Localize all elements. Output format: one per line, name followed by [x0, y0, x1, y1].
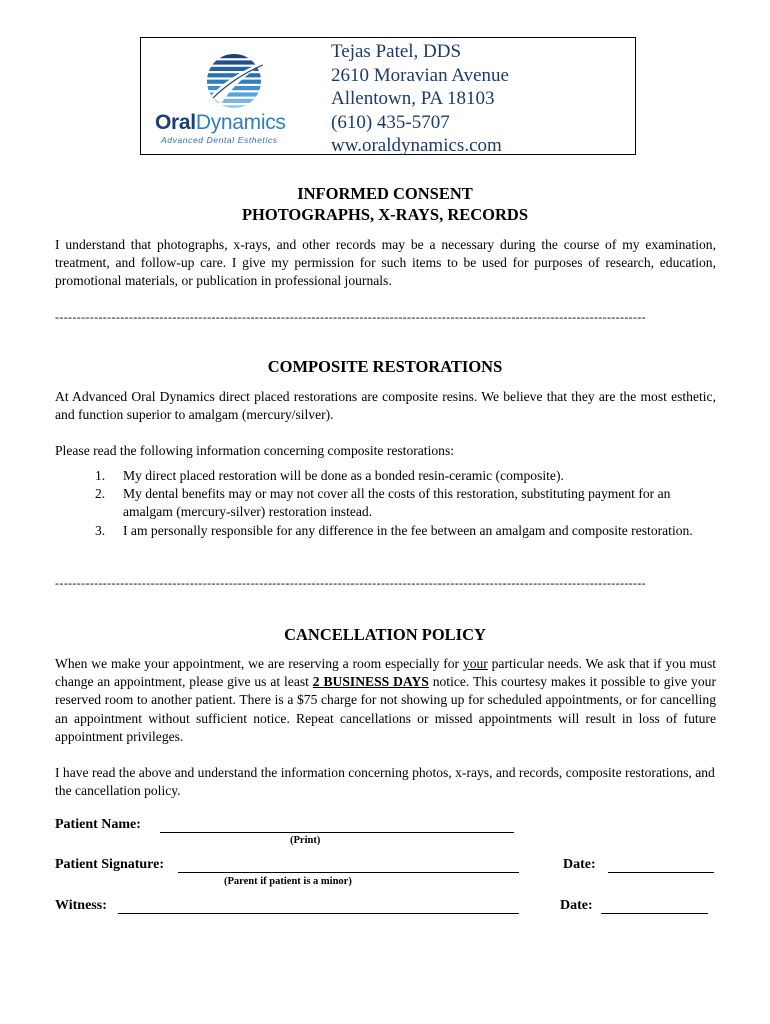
practice-address	[331, 40, 509, 158]
date-label-2: Date:	[560, 898, 593, 913]
brand-word-dynamics: Dynamics	[195, 111, 286, 134]
composite-title: COMPOSITE RESTORATIONS	[267, 357, 503, 376]
phone-number: (610) 435-5707	[331, 111, 450, 133]
acknowledgement: I have read the above and understand the information concerning photos, x-rays, and records, composite restorations, and the cancellation policy.	[55, 765, 715, 799]
composite-please-read: Please read the following information concerning composite restorations:	[55, 443, 455, 458]
list-item	[95, 485, 717, 521]
website: ww.oraldynamics.com	[331, 135, 502, 156]
print-hint: (Print)	[290, 835, 321, 846]
cancellation-title: CANCELLATION POLICY	[284, 625, 486, 644]
cancellation-text-part2: particular needs. We ask that if you must change an appointment, please give us at least	[55, 656, 717, 690]
list-item	[95, 522, 717, 540]
list-item-text: My direct placed restoration will be done as a bonded resin-ceramic (composite).	[123, 468, 564, 483]
date-line-2[interactable]	[601, 913, 708, 914]
list-item-number: 2.	[95, 486, 106, 502]
globe-logo-icon	[141, 38, 319, 114]
composite-intro: At Advanced Oral Dynamics direct placed restorations are composite resins. We believe that they are the most esthetic, and function superior to amalgam (mercury/silver).	[55, 389, 716, 423]
oral-dynamics-logo	[141, 38, 319, 154]
cancellation-text-part1: When we make your appointment, we are reserving a room especially for	[55, 656, 463, 671]
date-label-1: Date:	[563, 857, 596, 872]
list-item-number: 1.	[95, 468, 106, 483]
parent-hint: (Parent if patient is a minor)	[224, 876, 352, 887]
patient-name-label: Patient Name:	[55, 817, 141, 832]
section-divider: ----------------------------------------------------------------------------------------------------------------------------------------	[55, 310, 647, 324]
date-line-1[interactable]	[608, 872, 714, 873]
list-item	[95, 467, 717, 485]
composite-list	[95, 467, 717, 540]
patient-signature-label: Patient Signature:	[55, 857, 165, 872]
letterhead	[140, 37, 636, 155]
brand-word-oral: Oral	[155, 111, 196, 134]
section-divider: ----------------------------------------------------------------------------------------------------------------------------------------	[55, 576, 647, 590]
brand-tagline: Advanced Dental Esthetics	[161, 135, 278, 145]
list-item-text: My dental benefits may or may not cover all the costs of this restoration, substituting payment for an amalgam (mercury-silver) restoration instead.	[123, 486, 671, 520]
patient-name-line[interactable]	[160, 832, 514, 833]
list-item-number: 3.	[95, 522, 106, 538]
cancellation-text-part3: notice. This courtesy makes it possible to give your reserved room to another patient. There is a $75 charge for not showing up for scheduled appointments, or for cancelling an appointment without sufficient notice. Repeat cancellations or missed appointments will result in loss of future appointment privileges.	[55, 674, 716, 744]
patient-signature-line[interactable]	[178, 872, 519, 873]
list-item-text: I am personally responsible for any difference in the fee between an amalgam and composite restoration.	[123, 522, 693, 538]
witness-label: Witness:	[55, 898, 107, 913]
consent-title-line1: INFORMED CONSENT	[297, 184, 473, 203]
consent-title-line2: PHOTOGRAPHS, X-RAYS, RECORDS	[241, 205, 529, 224]
street-address: 2610 Moravian Avenue	[331, 64, 509, 86]
consent-body: I understand that photographs, x-rays, and other records may be a necessary during the course of my examination, treatment, and follow-up care. I give my permission for such items to be used for purposes of research, education, promotional materials, or publication in professional journals.	[55, 237, 716, 289]
witness-line[interactable]	[118, 913, 519, 914]
dentist-name: Tejas Patel, DDS	[331, 41, 462, 62]
city-state-zip: Allentown, PA 18103	[331, 88, 495, 109]
cancellation-your: your	[462, 656, 488, 671]
brand-wordmark	[155, 111, 286, 135]
cancellation-body	[55, 655, 716, 746]
business-days-notice: 2 BUSINESS DAYS	[312, 674, 429, 690]
